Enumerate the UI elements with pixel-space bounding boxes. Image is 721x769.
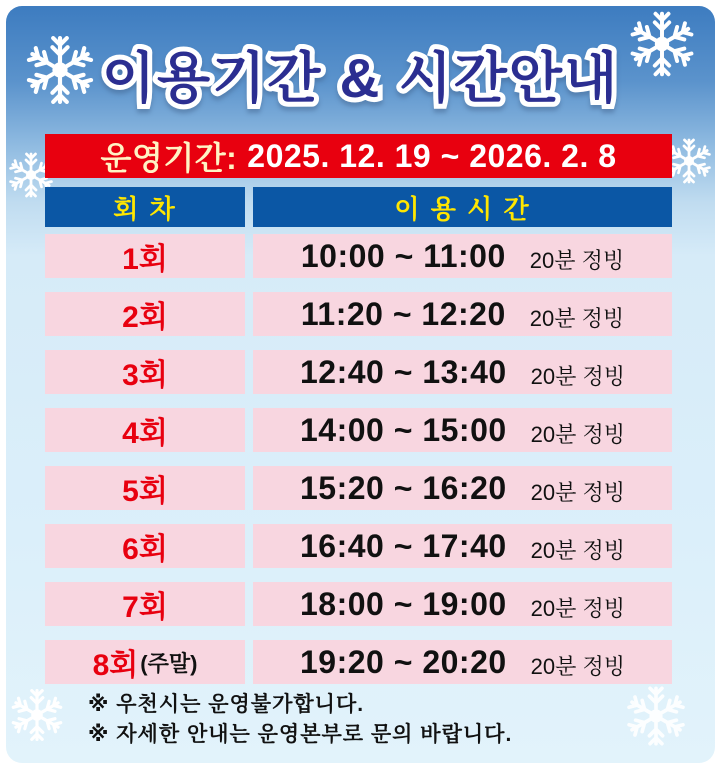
time-cell [253,524,672,568]
session-number: 4회 [122,417,168,450]
time-note: 20분 정빙 [530,363,625,389]
time-range: 16:40 ~ 17:40 [300,527,507,564]
time-note: 20분 정빙 [530,479,625,505]
time-cell [253,640,672,684]
note-line: ※ 자세한 안내는 운영본부로 문의 바랍니다. [88,723,513,746]
time-range: 19:20 ~ 20:20 [300,643,507,680]
session-cell [45,292,245,336]
time-cell [253,582,672,626]
session-suffix: (주말) [140,650,198,676]
time-note: 20분 정빙 [529,247,625,273]
snowflake-icon [8,686,66,744]
session-number: 7회 [122,591,168,624]
time-range: 11:20 ~ 12:20 [300,295,506,332]
header-time: 이 용 시 간 [253,187,672,227]
operating-period-banner [45,134,672,178]
time-note: 20분 정빙 [530,595,625,621]
time-note: 20분 정빙 [530,653,625,679]
table-row [45,466,672,510]
time-cell [253,408,672,452]
period-label: 운영기간: [100,140,238,176]
session-number: 2회 [122,301,168,334]
time-cell [253,292,672,336]
table-row [45,292,672,336]
session-cell [45,466,245,510]
time-note: 20분 정빙 [529,305,625,331]
page-title: 이용기간 & 시간안내 [101,47,620,109]
time-range: 18:00 ~ 19:00 [300,585,507,622]
table-header [45,187,672,227]
time-note: 20분 정빙 [530,421,625,447]
time-range: 14:00 ~ 15:00 [300,411,507,448]
table-row [45,582,672,626]
session-cell [45,640,245,684]
period-value: 2025. 12. 19 ~ 2026. 2. 8 [247,137,617,174]
session-cell [45,350,245,394]
time-range: 12:40 ~ 13:40 [300,353,507,390]
snowflake-icon [623,683,689,749]
poster-background [6,6,715,763]
session-number: 8회 [92,649,139,682]
time-note: 20분 정빙 [530,537,625,563]
time-cell [253,234,672,278]
session-number: 1회 [122,243,168,276]
footer-notes [88,692,512,752]
table-row [45,408,672,452]
header-session: 회 차 [45,187,245,227]
session-number: 5회 [122,475,168,508]
time-range: 10:00 ~ 11:00 [300,237,506,274]
time-cell [253,466,672,510]
table-row [45,234,672,278]
time-range: 15:20 ~ 16:20 [300,469,507,506]
table-row [45,524,672,568]
table-row [45,640,672,684]
session-number: 3회 [122,359,168,392]
note-line: ※ 우천시는 운영불가합니다. [88,693,365,716]
session-cell [45,582,245,626]
session-cell [45,524,245,568]
session-cell [45,234,245,278]
schedule-table [45,234,672,684]
session-number: 6회 [122,533,168,566]
session-cell [45,408,245,452]
time-cell [253,350,672,394]
table-row [45,350,672,394]
